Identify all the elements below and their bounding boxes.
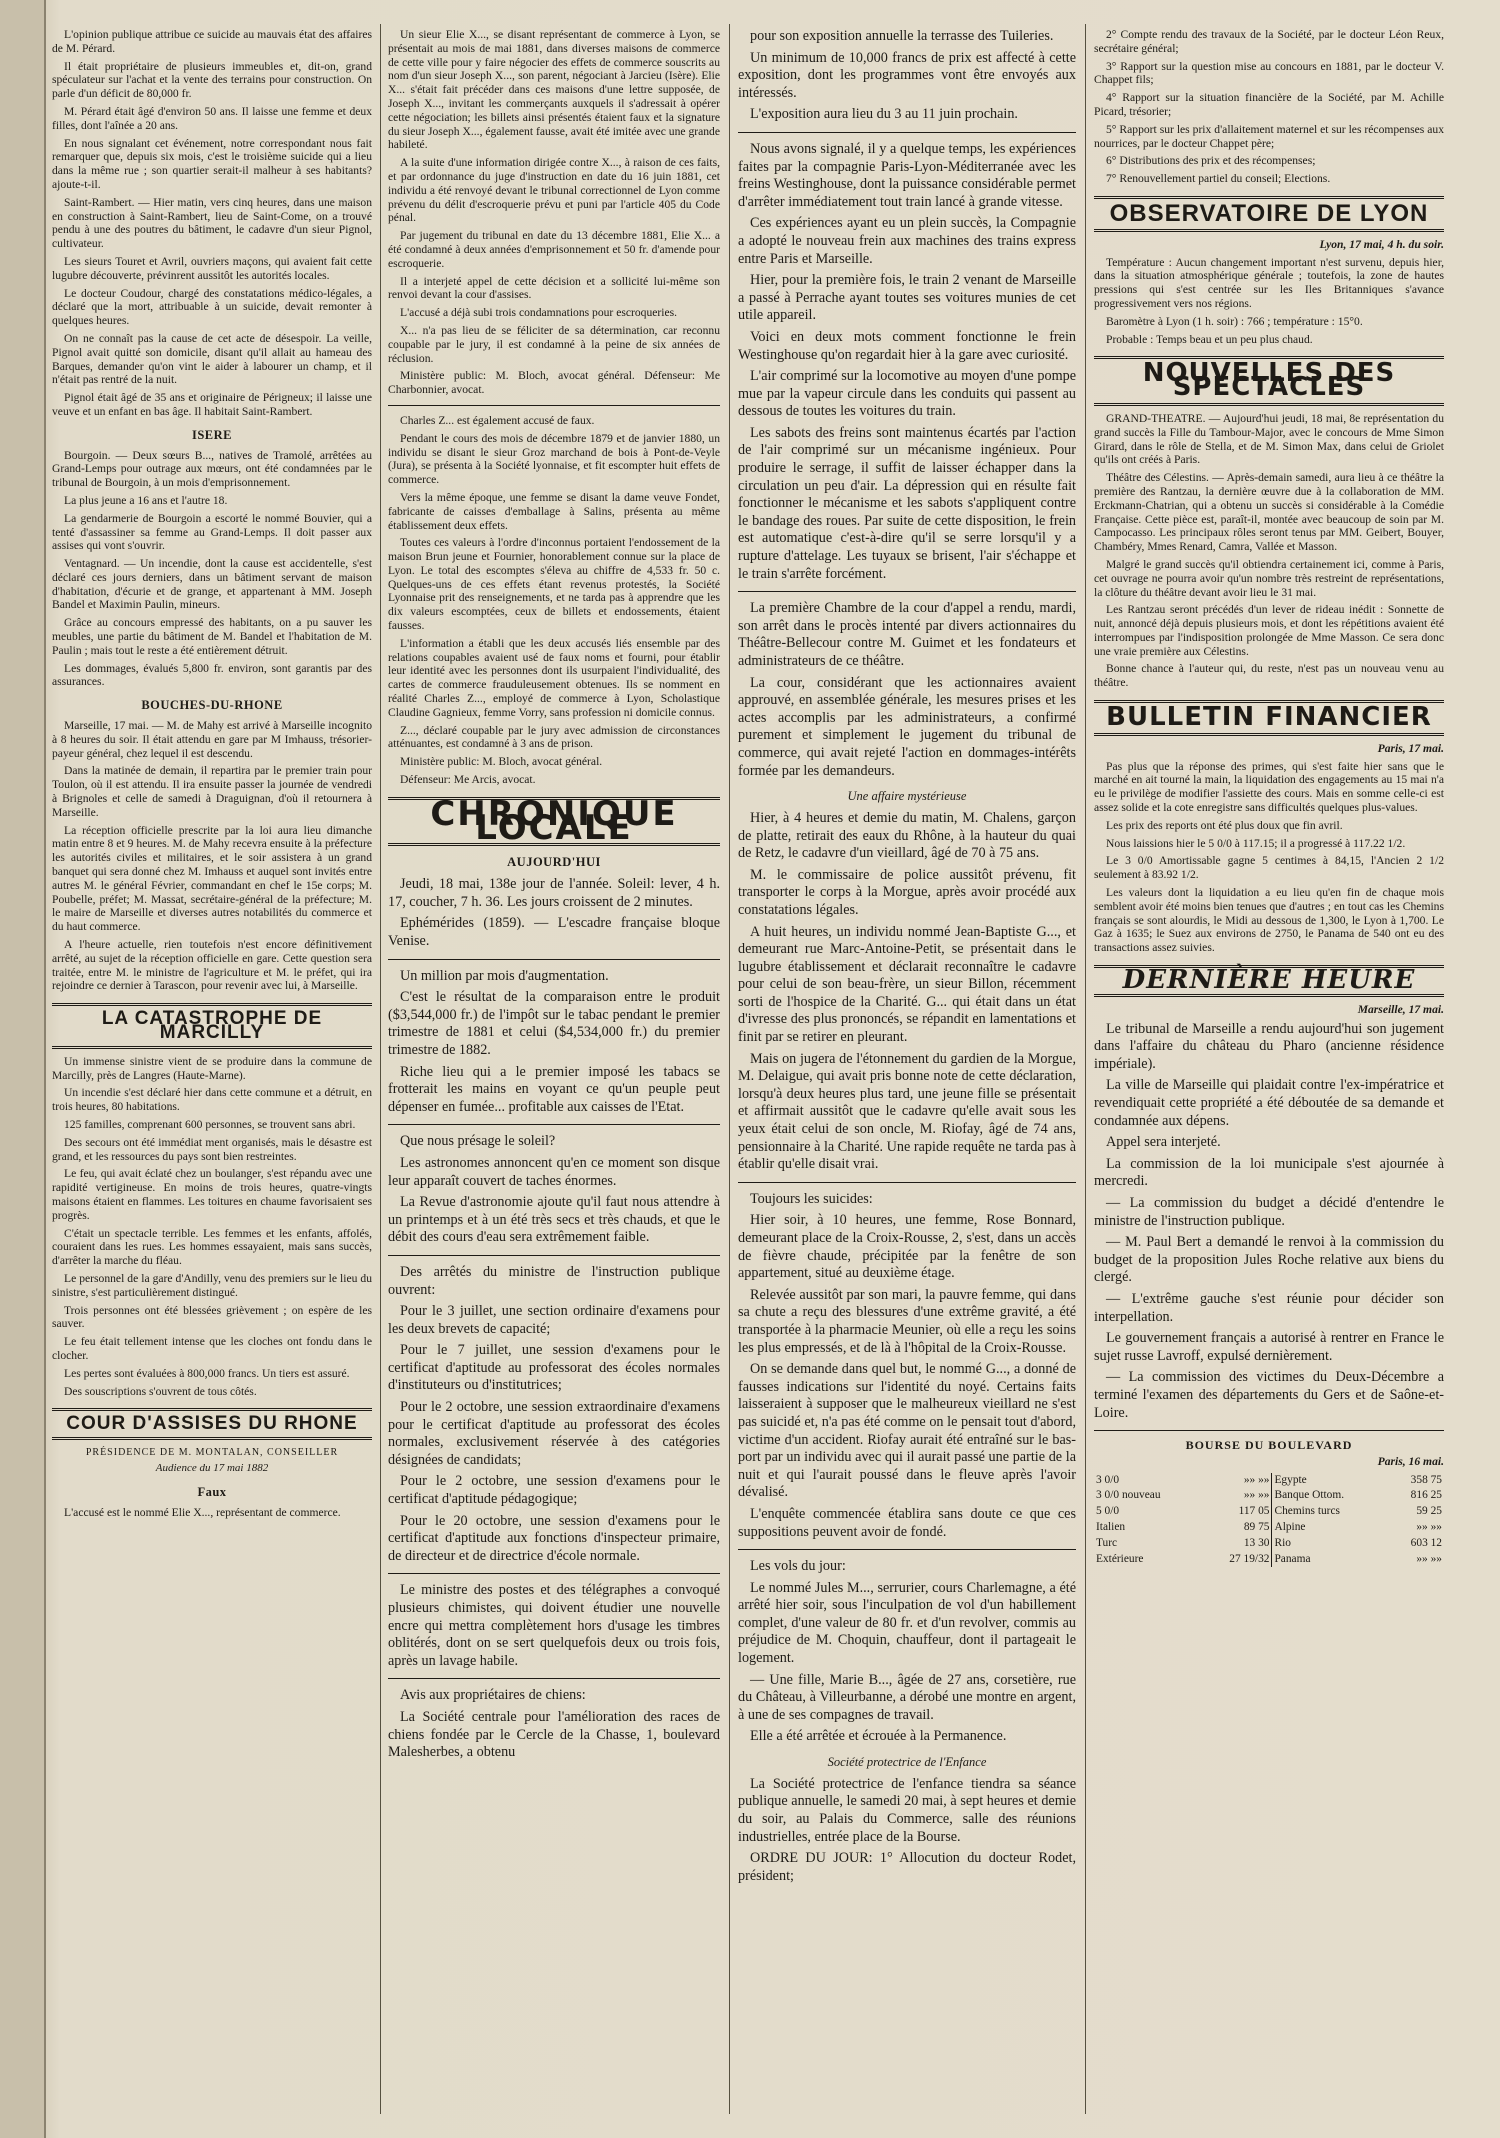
observatoire-title: OBSERVATOIRE DE LYON xyxy=(1094,196,1444,232)
paragraph: Il était propriétaire de plusieurs immeubles et, dit-on, grand spéculateur sur l'achat et la vente des terrains pour construction. On parle d'un déficit de 80,000 fr. xyxy=(52,59,372,101)
paragraph: pour son exposition annuelle la terrasse des Tuileries. xyxy=(750,28,1054,44)
table-cell: Italien xyxy=(1096,1521,1126,1534)
paragraph: Les Rantzau seront précédés d'un lever de rideau inédit : Sonnette de nuit, annoncé déjà depuis plusieurs mois, et dont les répétitions avaient été interrompues par l'indisposition prolongée de Mme Masson. Ce sera donc une vraie première aux Célestins. xyxy=(1094,603,1444,658)
court-presidence: PRÉSIDENCE DE M. MONTALAN, CONSEILLER xyxy=(85,1447,339,1459)
paragraph: La Société protectrice de l'enfance tiendra sa séance publique annuelle, le samedi 20 mai, à sept heures et demie du soir, au Palais du Commerce, salle des réunions industrielles, entrée place de la Bourse. xyxy=(738,1775,1076,1845)
paragraph: Dans la matinée de demain, il repartira par le premier train pour Toulon, où il est attendu. Il ira ensuite passer la journée de vendredi à Brignoles et celle de samedi à Draguignan, d'où il retournera à Marseille. xyxy=(52,764,372,819)
section-heading: ISERE xyxy=(191,427,233,442)
paragraph: La commission de la loi municipale s'est ajournée à mercredi. xyxy=(1094,1155,1444,1190)
table-cell: »» »» xyxy=(1243,1473,1270,1486)
paragraph: — M. Paul Bert a demandé le renvoi à la commission du budget de la proposition Jules Roche relative aux biens du clergé. xyxy=(1094,1234,1444,1286)
table-cell: Alpine xyxy=(1272,1520,1388,1536)
paragraph: Le feu, qui avait éclaté chez un boulanger, s'est répandu avec une rapidité vertigineuse. En moins de trois heures, quatre-vingts maisons étaient en flammes. Les toitures en chaume favorisaient ses progrès. xyxy=(52,1167,372,1222)
table-row xyxy=(1094,1520,1444,1536)
paragraph: Pendant le cours des mois de décembre 1879 et de janvier 1880, un individu se disant le sieur Groz marchand de bois à Pont-de-Veyle (Jura), se présenta à la Société lyonnaise, et fit escompter huit effets de commerce. xyxy=(388,431,720,487)
paragraph: Les dommages, évalués 5,800 fr. environ, sont garantis par des assurances. xyxy=(52,661,372,689)
paragraph: A la suite d'une information dirigée contre X..., à raison de ces faits, et par ordonnance du juge d'instruction en date du 16 juin 1881, cet individu a été renvoyé devant le tribunal correctionnel de Lyon comme prévenu du délit d'escroquerie prévu et puni par l'article 405 du Code pénal. xyxy=(388,156,720,225)
paragraph: Charles Z... est également accusé de faux. xyxy=(400,413,595,427)
paragraph: Jeudi, 18 mai, 138e jour de l'année. Soleil: lever, 4 h. 17, coucher, 7 h. 36. Les jours croissent de 2 minutes. xyxy=(388,876,720,910)
paragraph: Hier, pour la première fois, le train 2 venant de Marseille a passé à Perrache ayant toutes ses voitures munies de cet utile appareil. xyxy=(738,272,1076,324)
paragraph: L'opinion publique attribue ce suicide au mauvais état des affaires de M. Pérard. xyxy=(52,28,372,55)
adjacent-page-strip xyxy=(0,0,46,2138)
bourse-title: BOURSE DU BOULEVARD xyxy=(1185,1438,1353,1453)
divider xyxy=(738,132,1076,133)
column-rule xyxy=(1085,24,1086,2114)
paragraph: L'information a établi que les deux accusés liés ensemble par des relations coupables avaient usé de faux noms et fourni, pour établir leur identité avec les personnes dont ils usurpaient l'individualité, des cartes de commerce frauduleusement obtenues. Ils se nomment en réalité Charles Z..., employé de commerce à Lyon, Scholastique Claudine Gagnieux, femme Vorry, sans profession ni domicile connus. xyxy=(388,636,720,719)
paragraph: Grâce au concours empressé des habitants, on a pu sauver les meubles, une partie du bâtiment de M. Bandel et l'habitation de M. Paulin ; mais tout le reste a été entièrement détruit. xyxy=(52,616,372,657)
list-item: 5° Rapport sur les prix d'allaitement maternel et sur les récompenses aux nourrices, par le docteur Chappet père; xyxy=(1094,122,1444,150)
paragraph: La plus jeune a 16 ans et l'autre 18. xyxy=(64,493,228,507)
paragraph: On se demande dans quel but, le nommé G..., a donné de fausses indications sur l'identité du noyé. Certains faits laisseraient à supposer que le malheureux vieillard ne s'est pas suicidé et, n'a pas été comme on le pensait tout d'abord, victime d'un accident. Riofay aurait été entraîné sur le bas-port par un individu avec qui il aurait passé une partie de la nuit et qui l'aurait poussé dans le fleuve après l'avoir dévalisé. xyxy=(738,1361,1076,1501)
table-cell: Rio xyxy=(1272,1536,1388,1552)
paragraph: Le gouvernement français a autorisé à rentrer en France le sujet russe Lavroff, expulsé dernièrement. xyxy=(1094,1330,1444,1364)
paragraph: Pour le 3 juillet, une section ordinaire d'examens pour les deux brevets de capacité; xyxy=(388,1303,720,1337)
paragraph: Il a interjeté appel de cette décision et a sollicité lui-même son renvoi devant la cour d'assises. xyxy=(388,274,720,302)
table-cell: Panama xyxy=(1272,1552,1388,1568)
divider xyxy=(388,1573,720,1574)
divider xyxy=(388,1678,720,1679)
dateline: Lyon, 17 mai, 4 h. du soir. xyxy=(1319,237,1444,251)
column-rule xyxy=(380,24,381,2114)
paragraph: Hier, à 4 heures et demie du matin, M. Chalens, garçon de platte, retirait des eaux du Rhône, à la hauteur du quai de Retz, le cadavre d'un vieillard, âgé de 70 à 75 ans. xyxy=(738,809,1076,862)
paragraph: Que nous présage le soleil? xyxy=(400,1133,556,1150)
table-cell: Extérieure xyxy=(1096,1552,1144,1565)
paragraph: Un sieur Elie X..., se disant représentant de commerce à Lyon, se présentait au mois de mai 1881, dans diverses maisons de commerce de cette ville pour y faire négocier des effets de commerce souscrits au nom d'un sieur Joseph X..., son parent, négociant à Jarcieu (Isère). Elie X... s'était fait précéder dans ces maisons d'une lettre supposée, de Joseph X..., invitant les commerçants auxquels il s'adressait à opérer cette négociation; les billets ainsi présentés étaient faux et la signature du sieur Joseph X..., également fausse, avait été imitée avec une grande habileté. xyxy=(388,28,720,152)
paragraph: Le personnel de la gare d'Andilly, venu des premiers sur le lieu du sinistre, s'est particulièrement distingué. xyxy=(52,1271,372,1299)
paragraph: Température : Aucun changement important n'est survenu, depuis hier, dans la situation atmosphérique générale ; toutefois, la zone de hautes pressions qui s'est centrée sur les Iles Britanniques s'avance progressivement vers nos régions. xyxy=(1094,255,1444,310)
paragraph: Bourgoin. — Deux sœurs B..., natives de Tramolé, arrêtées au Grand-Lemps pour outrage aux mœurs, ont été condamnées par le tribunal de Bourgoin, à un mois d'emprisonnement. xyxy=(52,448,372,490)
court-audience: Audience du 17 mai 1882 xyxy=(155,1461,269,1474)
paragraph: Par jugement du tribunal en date du 13 décembre 1881, Elie X... a été condamné à deux années d'emprisonnement et 50 fr. d'amende pour escroquerie. xyxy=(388,229,720,270)
paragraph: Le tribunal de Marseille a rendu aujourd'hui son jugement dans l'affaire du château du Pharo (ancienne résidence impériale). xyxy=(1094,1020,1444,1072)
paragraph: C'est le résultat de la comparaison entre le produit ($3,544,000 fr.) de l'impôt sur le tabac pendant le premier trimestre de 1881 et celui ($4,534,000 fr.) du premier trimestre de 1882. xyxy=(388,989,720,1058)
paragraph: Ces expériences ayant eu un plein succès, la Compagnie a adopté le nouveau frein aux machines des trains express entre Paris et Marseille. xyxy=(738,215,1076,267)
paragraph: Trois personnes ont été blessées grièvement ; on espère de les sauver. xyxy=(52,1303,372,1331)
paragraph: L'enquête commencée établira sans doute ce que ces suppositions peuvent avoir de fondé. xyxy=(738,1505,1076,1540)
paragraph: Voici en deux mots comment fonctionne le frein Westinghouse qu'on regardait hier à la gare avec curiosité. xyxy=(738,328,1076,363)
table-cell: 27 19/32 xyxy=(1229,1552,1270,1565)
divider xyxy=(388,959,720,960)
paragraph: Pour le 2 octobre, une session d'examens pour le certificat d'aptitude pédagogique; xyxy=(388,1473,720,1508)
dateline: Paris, 16 mai. xyxy=(1377,1454,1444,1468)
section-heading: Société protectrice de l'Enfance xyxy=(827,1755,987,1770)
paragraph: On ne connaît pas la cause de cet acte de désespoir. La veille, Pignol avait quitté son domicile, disant qu'il allait au hameau des Barques, demander qu'on vint le aider à labourer un champ, et il n'était pas rentré de la nuit. xyxy=(52,331,372,387)
table-cell: 117 05 xyxy=(1238,1505,1270,1518)
paragraph: La Société centrale pour l'amélioration des races de chiens fondée par le Cercle de la Chasse, 1, boulevard Malesherbes, a obtenu xyxy=(388,1708,720,1761)
paragraph: — La commission des victimes du Deux-Décembre a terminé l'examen des départements du Gers et de Saône-et-Loire. xyxy=(1094,1369,1444,1421)
column-3 xyxy=(738,28,1076,2108)
paragraph: — Une fille, Marie B..., âgée de 27 ans, corsetière, rue du Château, à Villeurbanne, a dérobé une montre en argent, à une de ses compagnes de travail. xyxy=(738,1671,1076,1723)
paragraph: Z..., déclaré coupable par le jury avec admission de circonstances atténuantes, est condamné à 3 ans de prison. xyxy=(388,723,720,751)
paragraph: Pour le 20 octobre, une session d'examens pour le certificat d'aptitude aux fonctions d'inspecteur primaire, de directeur et de directrice d'école normale. xyxy=(388,1512,720,1564)
paragraph: Vers la même époque, une femme se disant la dame veuve Fondet, fabricante de caisses d'emballage à Salins, présenta au même établissement deux effets. xyxy=(388,490,720,532)
divider xyxy=(738,1182,1076,1183)
paragraph: Les astronomes annoncent qu'en ce moment son disque leur apparaît couvert de taches énormes. xyxy=(388,1154,720,1189)
divider xyxy=(1094,1430,1444,1431)
paragraph: A l'heure actuelle, rien toutefois n'est encore définitivement arrêté, au sujet de la réception officielle en gare. Cette question sera traitée, entre M. le ministre de l'agriculture et M. le préfet, qui ira rejoindre ce dernier à Tarascon, pour revenir avec lui, à Marseille. xyxy=(52,938,372,993)
paragraph: X... n'a pas lieu de se féliciter de sa détermination, car reconnu coupable par le jury, il est condamné à la peine de six années de réclusion. xyxy=(388,323,720,365)
paragraph: L'exposition aura lieu du 3 au 11 juin prochain. xyxy=(750,106,1018,123)
list-item: 3° Rapport sur la question mise au concours en 1881, par le docteur V. Chappet fils; xyxy=(1094,59,1444,87)
table-cell: Egypte xyxy=(1272,1473,1388,1489)
list-item: 4° Rapport sur la situation financière de la Société, par M. Achille Picard, trésorier; xyxy=(1094,91,1444,118)
paragraph: Un immense sinistre vient de se produire dans la commune de Marcilly, près de Langres (Haute-Marne). xyxy=(52,1054,372,1082)
table-cell: Turc xyxy=(1096,1536,1118,1549)
table-row xyxy=(1094,1536,1444,1552)
paragraph: La première Chambre de la cour d'appel a rendu, mardi, son arrêt dans le procès intenté par divers actionnaires du Théâtre-Bellecour contre M. Guimet et les fondateurs et administrateurs de ce théâtre. xyxy=(738,600,1076,669)
paragraph: En nous signalant cet événement, notre correspondant nous fait remarquer que, depuis six mois, c'est le troisième suicide qui a lieu dans la même rue ; son quartier serait-il malheur à ses habitants? ajoute-t-il. xyxy=(52,136,372,191)
list-item: 6° Distributions des prix et des récompenses; xyxy=(1106,154,1316,168)
table-cell: 13 30 xyxy=(1243,1536,1270,1549)
section-heading: Faux xyxy=(197,1484,227,1499)
paragraph: Ephémérides (1859). — L'escadre française bloque Venise. xyxy=(388,915,720,950)
table-cell: 3 0/0 nouveau xyxy=(1096,1489,1161,1502)
paragraph: Ministère public: M. Bloch, avocat général. Défenseur: Me Charbonnier, avocat. xyxy=(388,369,720,397)
paragraph: Pour le 2 octobre, une session extraordinaire d'examens pour le certificat d'aptitude au professorat des écoles normales, exclusivement réservée à des catégories désignées de candidats; xyxy=(388,1399,720,1468)
paragraph: Avis aux propriétaires de chiens: xyxy=(400,1687,586,1704)
section-heading: BOUCHES-DU-RHONE xyxy=(141,698,283,713)
paragraph: Le docteur Coudour, chargé des constatations médico-légales, a déclaré que la mort, attribuable à un suicide, devait remonter à quelques heures. xyxy=(52,286,372,328)
table-cell: 89 75 xyxy=(1243,1521,1270,1534)
paragraph: Ministère public: M. Bloch, avocat général. xyxy=(400,755,603,769)
paragraph: L'accusé a déjà subi trois condamnations pour escroqueries. xyxy=(400,306,678,320)
table-cell: 3 0/0 xyxy=(1096,1473,1120,1486)
paragraph: La cour, considérant que les actionnaires avaient approuvé, en assemblée générale, les mesures prises et les actes accomplis par les administrateurs, a confirmé purement et simplement le jugement du tribunal de commerce, qui avait rejeté l'action en dommages-intérêts formée par les demandeurs. xyxy=(738,674,1076,779)
paragraph: Malgré le grand succès qu'il obtiendra certainement ici, comme à Paris, cet ouvrage ne pourra avoir qu'un nombre très restreint de représentations, la clôture du théâtre devant avoir lieu le 31 mai. xyxy=(1094,557,1444,599)
divider xyxy=(738,591,1076,592)
table-cell: 59 25 xyxy=(1416,1505,1442,1518)
paragraph: M. le commissaire de police aussitôt prévenu, fit transporter le corps à la Morgue, après avoir procédé aux constatations légales. xyxy=(738,866,1076,918)
paragraph: Le feu était tellement intense que les cloches ont fondu dans le clocher. xyxy=(52,1335,372,1362)
paragraph: La gendarmerie de Bourgoin a escorté le nommé Bouvier, qui a tenté d'assassiner sa femme au Grand-Lemps. Il doit passer aux assises qui vont s'ouvrir. xyxy=(52,511,372,553)
table-cell: Chemins turcs xyxy=(1272,1504,1388,1520)
divider xyxy=(388,405,720,406)
paragraph: Elle a été arrêtée et écrouée à la Permanence. xyxy=(750,1728,1007,1745)
paragraph: Baromètre à Lyon (1 h. soir) : 766 ; température : 15°0. xyxy=(1106,314,1363,328)
paragraph: Le 3 0/0 Amortissable gagne 5 centimes à 84,15, l'Ancien 2 1/2 seulement à 83.92 1/2. xyxy=(1094,854,1444,882)
paragraph: Le nommé Jules M..., serrurier, cours Charlemagne, a été arrêté hier soir, sous l'inculpation de vol d'un habillement complet, d'une valeur de 80 fr. et d'un revolver, commis au préjudice de M. Choquin, chauffeur, dont il partageait le logement. xyxy=(738,1579,1076,1667)
paragraph: L'accusé est le nommé Elie X..., représentant de commerce. xyxy=(64,1505,341,1519)
paragraph: Pour le 7 juillet, une session d'examens pour le certificat d'aptitude au professorat des écoles normales d'instituteurs ou d'institutrices; xyxy=(388,1342,720,1394)
paragraph: Les vols du jour: xyxy=(750,1558,846,1575)
paragraph: A huit heures, un individu nommé Jean-Baptiste G..., et demeurant rue Marc-Antoine-Petit, se présentait dans le lugubre établissement et déclarait reconnaître le cadavre pour celui de son beau-frère, un sieur Billon, récemment sorti de l'hospice de la Charité. G... qui était dans un état d'ivresse des plus prononcés, se répandit en lamentations et finit par se retirer en pleurant. xyxy=(738,923,1076,1046)
marcilly-title: LA CATASTROPHE DE MARCILLY xyxy=(52,1003,372,1049)
chronique-title: CHRONIQUE LOCALE xyxy=(388,797,720,847)
paragraph: Des souscriptions s'ouvrent de tous côtés. xyxy=(64,1384,257,1398)
paragraph: Les sieurs Touret et Avril, ouvriers maçons, qui avaient fait cette lugubre découverte, prévinrent aussitôt les autorités locales. xyxy=(52,254,372,282)
paragraph: — La commission du budget a décidé d'entendre le ministre de l'instruction publique. xyxy=(1094,1194,1444,1229)
table-cell: Banque Ottom. xyxy=(1272,1488,1388,1504)
spectacles-title: NOUVELLES DES SPECTACLES xyxy=(1094,356,1444,406)
bulletin-title: BULLETIN FINANCIER xyxy=(1094,700,1444,736)
paragraph: La Revue d'astronomie ajoute qu'il faut nous attendre à un printemps et à un été très secs et très chauds, et que le débit des cours d'eau sera extrêmement faible. xyxy=(388,1194,720,1246)
paragraph: Le ministre des postes et des télégraphes a convoqué plusieurs chimistes, qui doivent étudier une nouvelle encre qui mettra complètement hors d'usage les timbres oblitérés, dont on se sert quelquefois deux ou trois fois, après un lavage habile. xyxy=(388,1582,720,1669)
paragraph: La réception officielle prescrite par la loi aura lieu dimanche matin entre 8 et 9 heures. M. de Mahy recevra ensuite à la préfecture les autorités civiles et militaires, et le soir assistera à un grand banquet qui sera donné chez M. Imhauss et auquel sont invités entre autres M. le général Février, commandant en chef le 15e corps; M. Poubelle, préfet; M. Massat, secrétaire-général de la préfecture; M. le maire de Marseille et diverses autres notabilités du commerce et du haut commerce. xyxy=(52,823,372,934)
paragraph: Des arrêtés du ministre de l'instruction publique ouvrent: xyxy=(388,1263,720,1298)
dateline: Marseille, 17 mai. xyxy=(1357,1002,1444,1016)
paragraph: Probable : Temps beau et un peu plus chaud. xyxy=(1106,332,1313,346)
paragraph: M. Pérard était âgé d'environ 50 ans. Il laisse une femme et deux filles, dont l'aînée a 20 ans. xyxy=(52,104,372,132)
paragraph: Appel sera interjeté. xyxy=(1106,1134,1221,1151)
divider xyxy=(738,1549,1076,1550)
derniere-heure-title: DERNIÈRE HEURE xyxy=(1094,965,1444,997)
paragraph: Un incendie s'est déclaré hier dans cette commune et a détruit, en trois heures, 80 habitations. xyxy=(52,1086,372,1114)
paragraph: — L'extrême gauche s'est réunie pour décider son interpellation. xyxy=(1094,1290,1444,1325)
list-item: 2° Compte rendu des travaux de la Société, par le docteur Léon Reux, secrétaire général; xyxy=(1094,28,1444,55)
paragraph: Défenseur: Me Arcis, avocat. xyxy=(400,773,536,787)
table-cell: »» »» xyxy=(1243,1489,1270,1502)
assises-title: COUR D'ASSISES DU RHONE xyxy=(52,1408,372,1440)
paragraph: Toujours les suicides: xyxy=(750,1190,873,1207)
column-rule xyxy=(729,24,730,2114)
paragraph: Les sabots des freins sont maintenus écartés par l'action de l'air comprimé sur un mécanisme ingénieux. Pour produire le serrage, il suffit de laisser échapper dans la circulation un peu d'air. La dépression qui en résulte fait fonctionner le mécanisme et les sabots s'appliquent contre le bandage des roues. Par suite de cette disposition, le frein est automatique c'est-à-dire qu'il se serre lorsqu'il y a rupture d'attelage. Les tuyaux se brisent, l'air s'échappe et le train s'arrête forcément. xyxy=(738,424,1076,582)
table-cell: 816 25 xyxy=(1410,1489,1442,1502)
table-cell: 603 12 xyxy=(1410,1536,1442,1549)
paragraph: Les pertes sont évaluées à 800,000 francs. Un tiers est assuré. xyxy=(64,1366,350,1380)
paragraph: C'était un spectacle terrible. Les femmes et les enfants, affolés, couraient dans les rues. Les hommes essayaient, mais sans succès, d'arrêter la marche du fléau. xyxy=(52,1226,372,1268)
section-heading: AUJOURD'HUI xyxy=(507,855,601,870)
table-row xyxy=(1094,1552,1444,1568)
divider xyxy=(388,1124,720,1125)
paragraph: Relevée aussitôt par son mari, la pauvre femme, qui dans sa chute a reçu des blessures d'une extrême gravité, a été transportée à la pharmacie Meunier, où elle a reçu les soins les plus empressés, et de là à l'hôpital de la Croix-Rousse. xyxy=(738,1286,1076,1356)
bourse-table xyxy=(1094,1473,1444,1568)
paragraph: Bonne chance à l'auteur qui, du reste, n'est pas un nouveau venu au théâtre. xyxy=(1094,662,1444,690)
table-row xyxy=(1094,1504,1444,1520)
paragraph: Saint-Rambert. — Hier matin, vers cinq heures, dans une maison en construction à Saint-Rambert, lieu de Saint-Come, on a trouvé pendu à une des poutres du bâtiment, le cadavre d'un sieur Pignol, cultivateur. xyxy=(52,195,372,251)
table-cell: »» »» xyxy=(1416,1521,1442,1534)
paragraph: Des secours ont été immédiat ment organisés, mais le désastre est grand, et les ressources du pays sont bien restreintes. xyxy=(52,1135,372,1163)
paragraph: Un million par mois d'augmentation. xyxy=(400,967,609,984)
table-cell: 5 0/0 xyxy=(1096,1505,1120,1518)
paragraph: Toutes ces valeurs à l'ordre d'inconnus portaient l'endossement de la maison Brun jeune et Fournier, honorablement connue sur la place de Lyon. Le total des escomptes s'éleva au chiffre de 4,533 fr. 50 c. Quelques-uns de ces effets étant revenus protestés, la Société Lyonnaise prit des renseignements, et ne tarda pas à apprendre que les dix valeurs escomptées, ceux de billets et endossements, étaient fausses. xyxy=(388,536,720,633)
paragraph: ORDRE DU JOUR: 1° Allocution du docteur Rodet, président; xyxy=(738,1850,1076,1884)
paragraph: 125 familles, comprenant 600 personnes, se trouvent sans abri. xyxy=(64,1117,356,1131)
paragraph: Hier soir, à 10 heures, une femme, Rose Bonnard, demeurant place de la Croix-Rousse, 2, s'est, dans un accès de fièvre chaude, précipitée par la fenêtre de son appartement, situé au deuxième étage. xyxy=(738,1212,1076,1282)
paragraph: La ville de Marseille qui plaidait contre l'ex-impératrice et revendiquait cette propriété a été déboutée de sa demande et condamnée aux dépens. xyxy=(1094,1077,1444,1129)
paragraph: Pas plus que la réponse des primes, qui s'est faite hier sans que le marché en ait tourné la main, la liquidation des engagements au 15 mai n'a eu le privilège de modifier l'assiette des cours. Mais en somme celle-ci est assez solide et la cote enregistre sans difficultés quelques plus-values. xyxy=(1094,759,1444,815)
column-2 xyxy=(388,28,720,2108)
divider xyxy=(388,1255,720,1256)
paragraph: Les valeurs dont la liquidation a eu lieu qu'en fin de chaque mois semblent avoir été moins bien tenues que d'autres ; en tout cas les Chemins français se sont alourdis, le Midi au dessous de 1,300, le Lyon à 1,700. Le Gaz à 1635; le Suez aux environs de 2750, le Panama de 540 ont eu des transactions assez suivies. xyxy=(1094,886,1444,955)
table-row xyxy=(1094,1473,1444,1489)
paragraph: Nous laissions hier le 5 0/0 à 117.15; il a progressé à 117.22 1/2. xyxy=(1106,836,1406,850)
paragraph: Théâtre des Célestins. — Après-demain samedi, aura lieu à ce théâtre la première des Rantzau, la dernière œuvre due à la collaboration de MM. Erckmann-Chatrian, qui a obtenu un succès si considérable à la Comédie Française. Cette pièce est, paraît-il, montée avec beaucoup de soin par M. Campocasso. Les principaux rôles seront tenus par MM. Geibert, Bouyer, Chambéry, Mmes Renard, Camra, Vallée et Masson. xyxy=(1094,471,1444,554)
paragraph: Ventagnard. — Un incendie, dont la cause est accidentelle, s'est déclaré ces jours derniers, dans un bâtiment servant de maison d'habitation, d'écurie et de grange, et appartenant à MM. Joseph Bandel et Maximin Paulin, mineurs. xyxy=(52,557,372,612)
paragraph: L'air comprimé sur la locomotive au moyen d'une pompe mue par la vapeur circule dans les conduits qui passent au dessous de toutes les voitures du train. xyxy=(738,368,1076,420)
paragraph: Les prix des reports ont été plus doux que fin avril. xyxy=(1106,818,1343,832)
dateline: Paris, 17 mai. xyxy=(1377,741,1444,755)
section-heading: Une affaire mystérieuse xyxy=(847,789,967,804)
table-cell: 358 75 xyxy=(1410,1473,1442,1486)
paragraph: Nous avons signalé, il y a quelque temps, les expériences faites par la compagnie Paris-Lyon-Méditerranée avec les freins Westinghouse, dont la puissance considérable permet d'arrêter immédiatement tout train lancé à grande vitesse. xyxy=(738,140,1076,210)
column-4 xyxy=(1094,28,1444,2108)
table-row xyxy=(1094,1488,1444,1504)
paragraph: GRAND-THEATRE. — Aujourd'hui jeudi, 18 mai, 8e représentation du grand succès la Fille du Tambour-Major, avec le concours de Mme Simon Girard, dans le rôle de Stella, et de M. Simon Max, dans celui de Griolet qu'ils ont créés à Paris. xyxy=(1094,411,1444,467)
list-item: 7° Renouvellement partiel du conseil; Elections. xyxy=(1106,172,1331,186)
paragraph: Pignol était âgé de 35 ans et originaire de Périgneux; il laisse une veuve et un enfant en bas âge. Il habitait Saint-Rambert. xyxy=(52,391,372,418)
paragraph: Un minimum de 10,000 francs de prix est affecté à cette exposition, dont les programmes vont être envoyés aux intéressés. xyxy=(738,49,1076,101)
paragraph: Riche lieu qui a le premier imposé les tabacs se frotterait les mains en voyant ce qu'un peuple peut dépenser en fumée... profitable aux caisses de l'Etat. xyxy=(388,1063,720,1115)
table-cell: »» »» xyxy=(1416,1552,1442,1565)
paragraph: Mais on jugera de l'étonnement du gardien de la Morgue, M. Delaigue, qui avait pris bonne note de cette déclaration, lorsqu'à deux heures plus tard, une jeune fille se présentait et affirmait aussitôt que le cadavre qu'elle avait sous les yeux était celui de son oncle, M. Riofay, âgé de 74 ans, pensionnaire à la Charité. Une rapide requête ne tarda pas à établir qu'elle disait vrai. xyxy=(738,1050,1076,1173)
paragraph: Marseille, 17 mai. — M. de Mahy est arrivé à Marseille incognito à 8 heures du soir. Il était attendu en gare par M Imhauss, trésorier-payeur général, chez lequel il est descendu. xyxy=(52,719,372,760)
column-1 xyxy=(52,28,372,2108)
